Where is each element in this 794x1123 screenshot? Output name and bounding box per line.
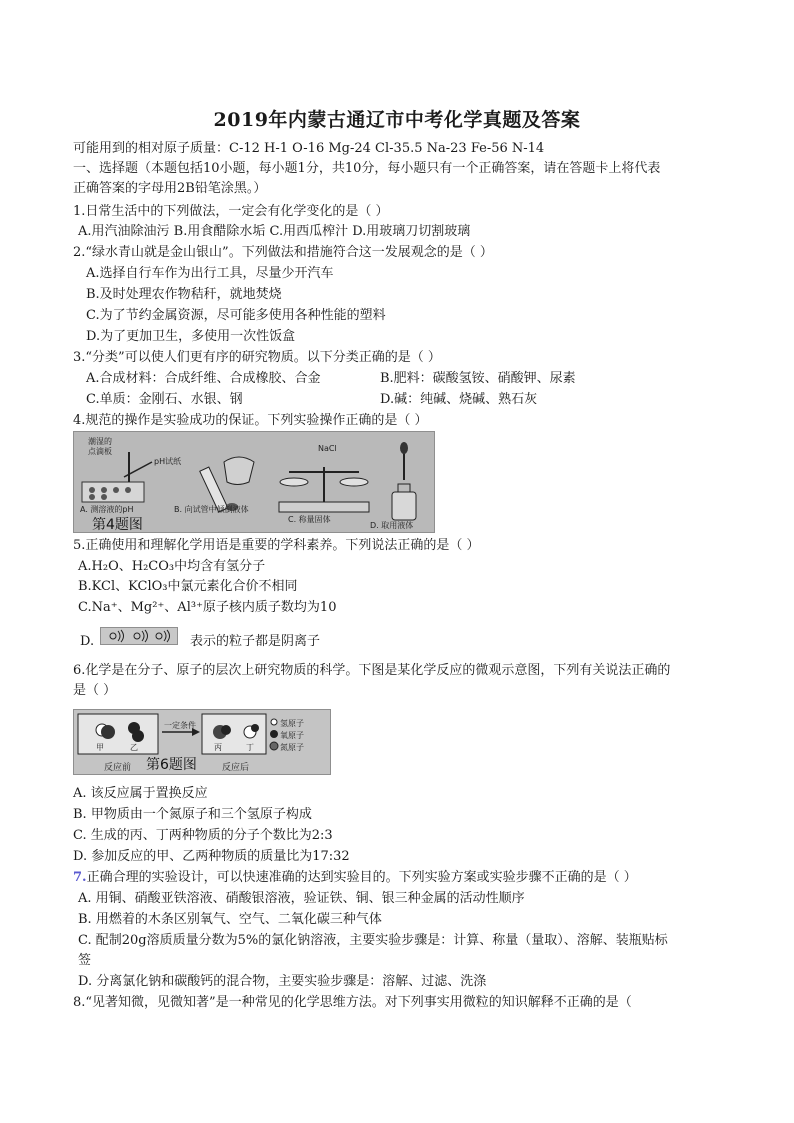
q2-option-b: B.及时处理农作物秸秆，就地焚烧 (86, 287, 282, 302)
q4-label-plate2: 点滴板 (88, 447, 112, 456)
q7-stem-row (73, 868, 637, 887)
q6-option-b: B. 甲物质由一个氮原子和三个氢原子构成 (73, 807, 312, 822)
q7-option-b: B. 用燃着的木条区别氧气、空气、二氧化碳三种气体 (78, 912, 382, 927)
q7-option-d: D. 分离氯化钠和碳酸钙的混合物，主要实验步骤是：溶解、过滤、洗涤 (78, 974, 487, 989)
ion-structure-icons (101, 628, 177, 644)
q6-label-yi: 乙 (130, 743, 138, 752)
q1-options: A.用汽油除油污 B.用食醋除水垢 C.用西瓜榨汁 D.用玻璃刀切割玻璃 (78, 224, 471, 239)
q1-stem: 1.日常生活中的下列做法，一定会有化学变化的是（ ） (73, 204, 389, 219)
q4-label-ph: pH试纸 (154, 457, 182, 466)
q4-figure (73, 431, 435, 533)
q4-label-d: D. 取用液体 (370, 521, 414, 530)
q6-label-bing: 丙 (214, 743, 222, 752)
q2-option-c: C.为了节约金属资源，尽可能多使用各种性能的塑料 (86, 308, 386, 323)
q3-stem: 3.“分类”可以使人们更有序的研究物质。以下分类正确的是（ ） (73, 350, 441, 365)
q6-label-before: 反应前 (104, 763, 132, 773)
q3-option-a: A.合成材料：合成纤维、合成橡胶、合金 (86, 371, 321, 386)
q6-option-c: C. 生成的丙、丁两种物质的分子个数比为2:3 (73, 828, 333, 843)
atomic-masses: 可能用到的相对原子质量：C-12 H-1 O-16 Mg-24 Cl-35.5 Na-23 Fe-56 N-14 (73, 141, 545, 156)
q4-label-c: C. 称量固体 (288, 515, 331, 524)
q7-stem: 正确合理的实验设计，可以快速准确的达到实验目的。下列实验方案或实验步骤不正确的是（ ） (86, 870, 637, 885)
q4-figure-caption: 第4题图 (92, 517, 143, 533)
q4-label-nacl: NaCl (318, 444, 337, 453)
q7-option-a: A. 用铜、硝酸亚铁溶液、硝酸银溶液，验证铁、铜、银三种金属的活动性顺序 (78, 891, 525, 906)
q3-option-d: D.碱：纯碱、烧碱、熟石灰 (380, 392, 538, 407)
q6-option-d: D. 参加反应的甲、乙两种物质的质量比为17:32 (73, 849, 350, 864)
q4-label-plate: 潮湿的 (88, 437, 112, 446)
q6-label-ding: 丁 (246, 743, 254, 752)
q6-label-jia: 甲 (96, 743, 104, 752)
q6-label-n: 氮原子 (280, 743, 304, 752)
q7-option-c-line2: 签 (78, 953, 92, 968)
q5-option-d-text: 表示的粒子都是阴离子 (190, 634, 321, 649)
section-instructions-line1: 一、选择题（本题包括10小题，每小题1分，共10分，每小题只有一个正确答案，请在答题卡上将代表 (73, 161, 661, 176)
q6-figure (73, 709, 331, 775)
q7-number: 7. (73, 870, 87, 885)
q6-label-after: 反应后 (222, 763, 250, 773)
q6-label-h: 氢原子 (280, 719, 304, 728)
page-title: 2019年内蒙古通辽市中考化学真题及答案 (213, 109, 581, 131)
q7-option-c-line1: C. 配制20g溶质质量分数为5%的氯化钠溶液，主要实验步骤是：计算、称量（量取）、溶解、装瓶贴标 (78, 933, 668, 948)
q5-ion-structure-diagrams (100, 627, 178, 645)
q6-label-o: 氧原子 (280, 731, 304, 740)
q5-option-b: B.KCl、KClO₃中氯元素化合价不相同 (78, 579, 298, 594)
q3-option-b: B.肥料：碳酸氢铵、硝酸钾、尿素 (380, 371, 576, 386)
q6-figure-caption: 第6题图 (146, 757, 197, 773)
q6-option-a: A. 该反应属于置换反应 (73, 786, 208, 801)
q6-stem-line1: 6.化学是在分子、原子的层次上研究物质的科学。下图是某化学反应的微观示意图，下列有关说法正确的 (73, 663, 671, 678)
q2-option-d: D.为了更加卫生，多使用一次性饭盒 (86, 329, 296, 344)
q3-option-c: C.单质：金刚石、水银、钢 (86, 392, 243, 407)
q8-stem: 8.“见著知微，见微知著”是一种常见的化学思维方法。对下列事实用微粒的知识解释不正确的是（ (73, 995, 632, 1010)
q5-option-d-prefix: D. (80, 634, 95, 649)
q4-label-a: A. 测溶液的pH (80, 505, 134, 514)
section-instructions-line2: 正确答案的字母用2B铅笔涂黑。） (73, 181, 267, 196)
q2-stem: 2.“绿水青山就是金山银山”。下列做法和措施符合这一发展观念的是（ ） (73, 245, 493, 260)
q2-option-a: A.选择自行车作为出行工具，尽量少开汽车 (86, 266, 334, 281)
q5-stem: 5.正确使用和理解化学用语是重要的学科素养。下列说法正确的是（ ） (73, 538, 480, 553)
q4-label-b: B. 向试管中倾倒液体 (174, 505, 249, 514)
q4-stem: 4.规范的操作是实验成功的保证。下列实验操作正确的是（ ） (73, 413, 428, 428)
q5-option-a: A.H₂O、H₂CO₃中均含有氢分子 (78, 559, 266, 574)
q6-stem-line2: 是（ ） (73, 683, 117, 698)
q6-label-condition: 一定条件 (164, 721, 196, 730)
q5-option-c: C.Na⁺、Mg²⁺、Al³⁺原子核内质子数均为10 (78, 600, 337, 615)
